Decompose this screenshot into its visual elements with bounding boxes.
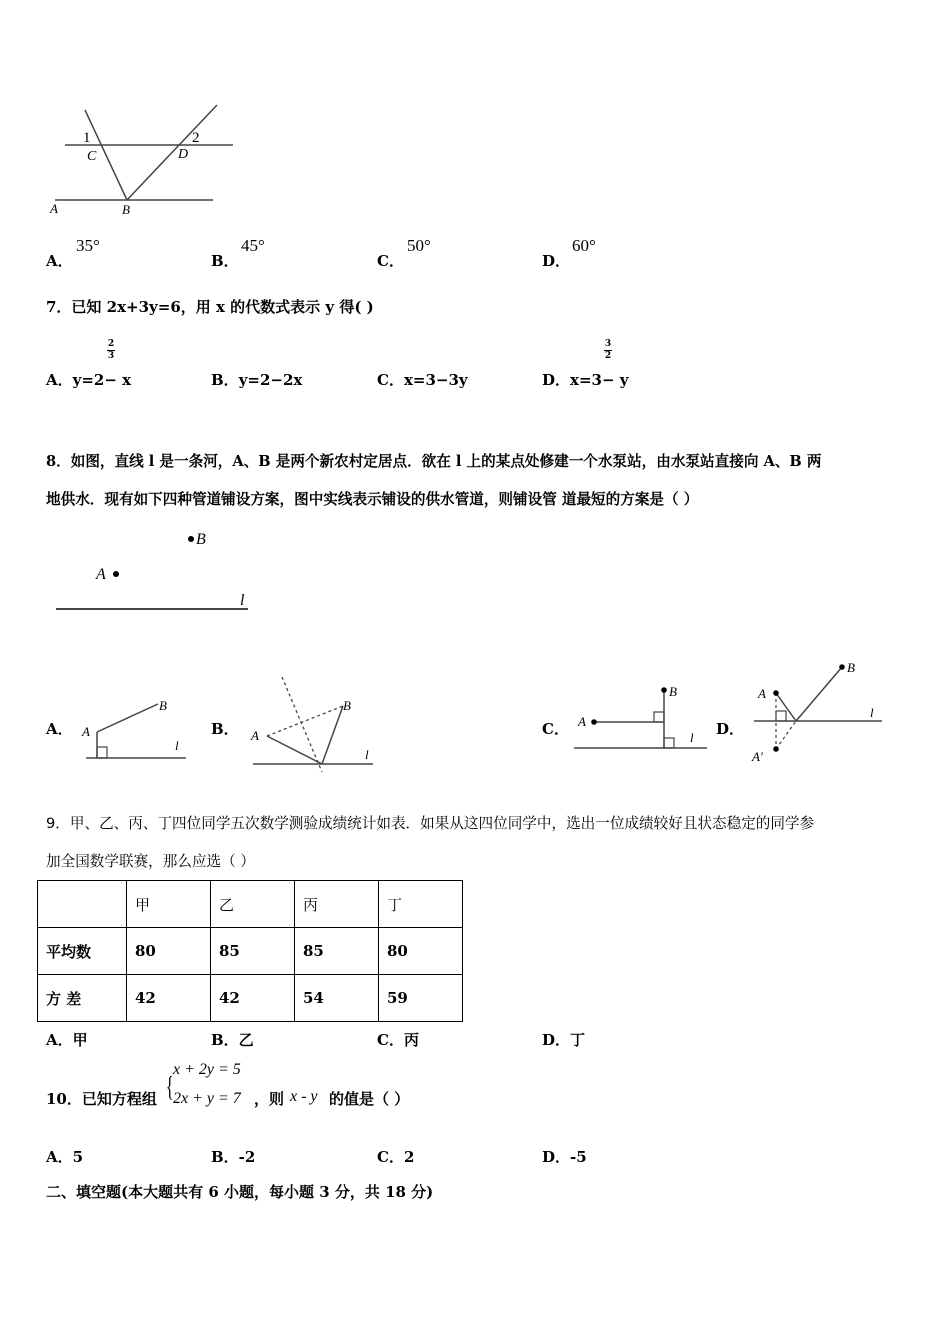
q8-main-figure bbox=[50, 525, 260, 620]
q10-option-a: A．5 bbox=[46, 1148, 84, 1166]
q8-c-label-b: B bbox=[669, 684, 677, 699]
table-cell: 42 bbox=[211, 975, 295, 1022]
q10-brace: { bbox=[165, 1072, 174, 1103]
q6-option-b-value: 45° bbox=[241, 236, 265, 255]
q8-option-c-figure bbox=[572, 680, 712, 755]
table-cell: 80 bbox=[379, 928, 463, 975]
table-row bbox=[38, 928, 463, 975]
q6-option-a-label: A． bbox=[46, 252, 73, 270]
table-cell: 80 bbox=[127, 928, 211, 975]
q8-d-label-b: B bbox=[847, 660, 855, 675]
q8-c-label-a: A bbox=[578, 714, 586, 729]
q8-d-label-a-prime: A′ bbox=[752, 749, 763, 764]
q8-a-label-a: A bbox=[82, 724, 90, 739]
q8-option-b-label: B． bbox=[211, 720, 239, 738]
q8-option-c-label: C． bbox=[542, 720, 569, 738]
q10-question-suffix: 的值是（ ） bbox=[329, 1090, 410, 1108]
q9-question-line2: 加全国数学联赛，那么应选（ ） bbox=[46, 853, 255, 870]
q8-option-a-figure bbox=[78, 690, 193, 765]
q7-option-b: B．y=2−2x bbox=[211, 371, 303, 389]
q6-option-d-value: 60° bbox=[572, 236, 596, 255]
q7-option-c: C．x=3−3y bbox=[377, 371, 468, 389]
table-row bbox=[38, 881, 463, 928]
q10-equation-2: 2x + y = 7 bbox=[173, 1090, 241, 1107]
q10-equation-1: x + 2y = 5 bbox=[173, 1061, 241, 1078]
table-header-jia: 甲 bbox=[127, 881, 211, 928]
q7-option-a: A．y=2− x bbox=[46, 371, 132, 389]
q6-label-1: 1 bbox=[83, 130, 91, 146]
q10-question-mid: ，则 bbox=[254, 1090, 285, 1108]
q8-main-label-l: l bbox=[240, 592, 245, 609]
q10-option-c: C．2 bbox=[377, 1148, 415, 1166]
table-row bbox=[38, 975, 463, 1022]
q7-option-a-fraction: 2 3 bbox=[107, 339, 115, 361]
q8-option-d-label: D． bbox=[716, 720, 745, 738]
q6-label-a: A bbox=[50, 201, 58, 216]
table-row-label-variance: 方 差 bbox=[38, 975, 127, 1022]
q8-a-label-b: B bbox=[159, 698, 167, 713]
q8-main-label-b: B bbox=[196, 531, 206, 548]
q9-option-b: B．乙 bbox=[211, 1031, 254, 1049]
q6-label-d: D bbox=[178, 147, 189, 162]
q6-label-2: 2 bbox=[192, 130, 200, 146]
q6-label-c: C bbox=[87, 149, 97, 164]
table-cell: 85 bbox=[295, 928, 379, 975]
q8-d-label-a: A bbox=[758, 686, 766, 701]
table-cell: 59 bbox=[379, 975, 463, 1022]
q8-option-a-label: A． bbox=[46, 720, 73, 738]
table-header-yi: 乙 bbox=[211, 881, 295, 928]
q10-option-b: B．-2 bbox=[211, 1148, 256, 1166]
table-cell bbox=[38, 881, 127, 928]
q7-option-d: D．x=3− y bbox=[542, 371, 629, 389]
q8-a-label-l: l bbox=[175, 738, 179, 753]
q10-expression: x - y bbox=[290, 1088, 318, 1105]
q9-question-line1: 9．甲、乙、丙、丁四位同学五次数学测验成绩统计如表．如果从这四位同学中，选出一位成绩较好且状态稳定的同学参 bbox=[46, 815, 815, 832]
q9-option-a: A．甲 bbox=[46, 1031, 88, 1049]
q8-b-label-a: A bbox=[251, 728, 259, 743]
q10-option-d: D．-5 bbox=[542, 1148, 587, 1166]
q9-score-table bbox=[37, 880, 463, 1022]
q6-option-c-value: 50° bbox=[407, 236, 431, 255]
table-cell: 85 bbox=[211, 928, 295, 975]
q8-question-line2: 地供水．现有如下四种管道铺设方案，图中实线表示铺设的供水管道，则铺设管 道最短的方案是（ ） bbox=[46, 491, 699, 508]
q6-option-b-label: B． bbox=[211, 252, 239, 270]
q8-b-label-l: l bbox=[365, 747, 369, 762]
q9-option-d: D．丁 bbox=[542, 1031, 586, 1049]
q6-option-a-value: 35° bbox=[76, 236, 100, 255]
q8-c-label-l: l bbox=[690, 730, 694, 745]
table-cell: 54 bbox=[295, 975, 379, 1022]
q6-option-c-label: C． bbox=[377, 252, 404, 270]
section-2-heading: 二、填空题(本大题共有 6 小题，每小题 3 分，共 18 分) bbox=[46, 1183, 434, 1201]
q6-label-b: B bbox=[122, 202, 130, 217]
table-cell: 42 bbox=[127, 975, 211, 1022]
q8-main-label-a: A bbox=[96, 566, 106, 583]
q7-option-d-fraction: 3 2 bbox=[604, 339, 612, 361]
q8-d-label-l: l bbox=[870, 705, 874, 720]
q7-question: 7．已知 2x+3y=6，用 x 的代数式表示 y 得( ) bbox=[46, 298, 374, 316]
table-row-label-mean: 平均数 bbox=[38, 928, 127, 975]
q8-b-label-b: B bbox=[343, 698, 351, 713]
q6-figure bbox=[45, 100, 255, 225]
q6-option-d-label: D． bbox=[542, 252, 571, 270]
table-header-bing: 丙 bbox=[295, 881, 379, 928]
q8-question-line1: 8．如图，直线 l 是一条河，A、B 是两个新农村定居点．欲在 l 上的某点处修建一个水泵站，由水泵站直接向 A、B 两 bbox=[46, 453, 822, 470]
q8-option-d-figure bbox=[748, 655, 888, 770]
q8-option-b-figure bbox=[245, 672, 380, 777]
q9-option-c: C．丙 bbox=[377, 1031, 419, 1049]
q10-question-prefix: 10．已知方程组 bbox=[46, 1090, 157, 1108]
table-header-ding: 丁 bbox=[379, 881, 463, 928]
